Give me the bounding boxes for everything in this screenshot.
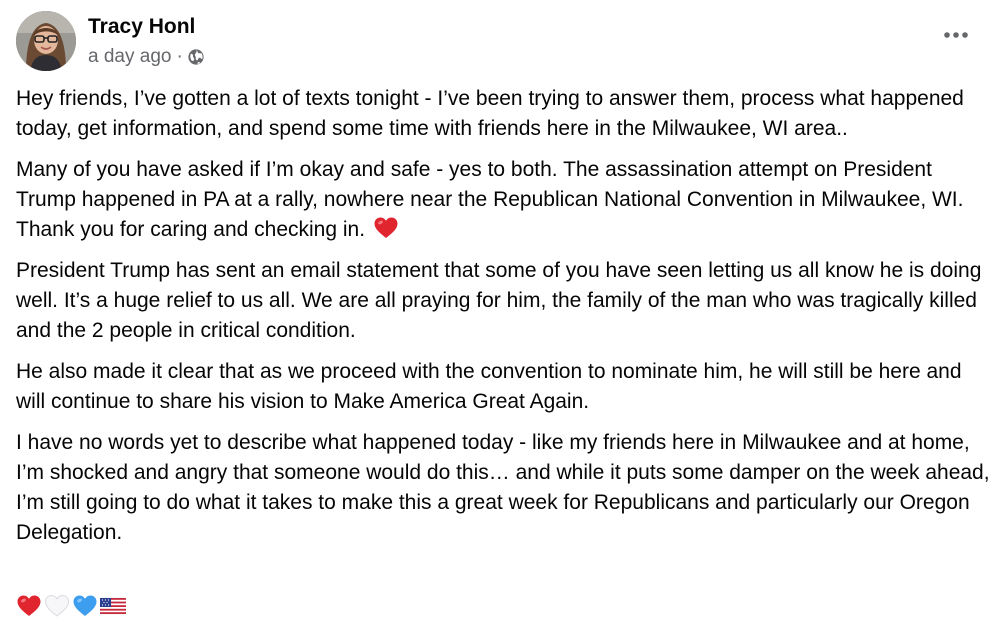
white-heart-emoji xyxy=(44,594,70,618)
more-options-icon xyxy=(943,31,969,39)
us-flag-emoji xyxy=(100,597,126,615)
meta-separator: · xyxy=(176,46,183,67)
red-heart-emoji xyxy=(373,216,399,240)
post-paragraph-1: Hey friends, I’ve gotten a lot of texts tonight - I’ve been trying to answer them, process what happened today, get information, and spend some time with friends here in the Milwaukee, WI area.. xyxy=(16,87,970,140)
post-body xyxy=(16,84,996,559)
avatar-image xyxy=(16,11,76,71)
post-header xyxy=(16,11,986,71)
author-avatar[interactable] xyxy=(16,11,76,71)
post-paragraph-2 xyxy=(16,155,996,245)
blue-heart-emoji xyxy=(72,594,98,618)
post-paragraph-3: President Trump has sent an email statement that some of you have seen letting us all know he is doing well. It’s a huge relief to us all. We are all praying for him, the family of the man who was tragically killed and the 2 people in critical condition. xyxy=(16,259,988,342)
author-name[interactable]: Tracy Honl xyxy=(88,15,196,38)
post-paragraph-5: I have no words yet to describe what happened today - like my friends here in Milwaukee and at home, I’m shocked and angry that someone would do this… and while it puts some damper on the week ahead, I’m still going to do what it takes to make this a great week for Republicans and particularly our Oregon Delegation. xyxy=(16,431,996,544)
red-heart-emoji xyxy=(16,594,42,618)
post-paragraph-2-text: Many of you have asked if I’m okay and safe - yes to both. The assassination attempt on President Trump happened in PA at a rally, nowhere near the Republican National Convention in Milwaukee, WI. Thank you for caring and checking in. xyxy=(16,158,975,241)
more-options-button[interactable] xyxy=(939,25,973,45)
post-paragraph-4: He also made it clear that as we proceed with the convention to nominate him, he will still be here and will continue to share his vision to Make America Great Again. xyxy=(16,360,968,413)
post-timestamp[interactable]: a day ago xyxy=(88,46,172,67)
post-meta xyxy=(88,46,205,68)
emoji-row xyxy=(16,593,128,619)
globe-icon[interactable] xyxy=(187,48,205,66)
